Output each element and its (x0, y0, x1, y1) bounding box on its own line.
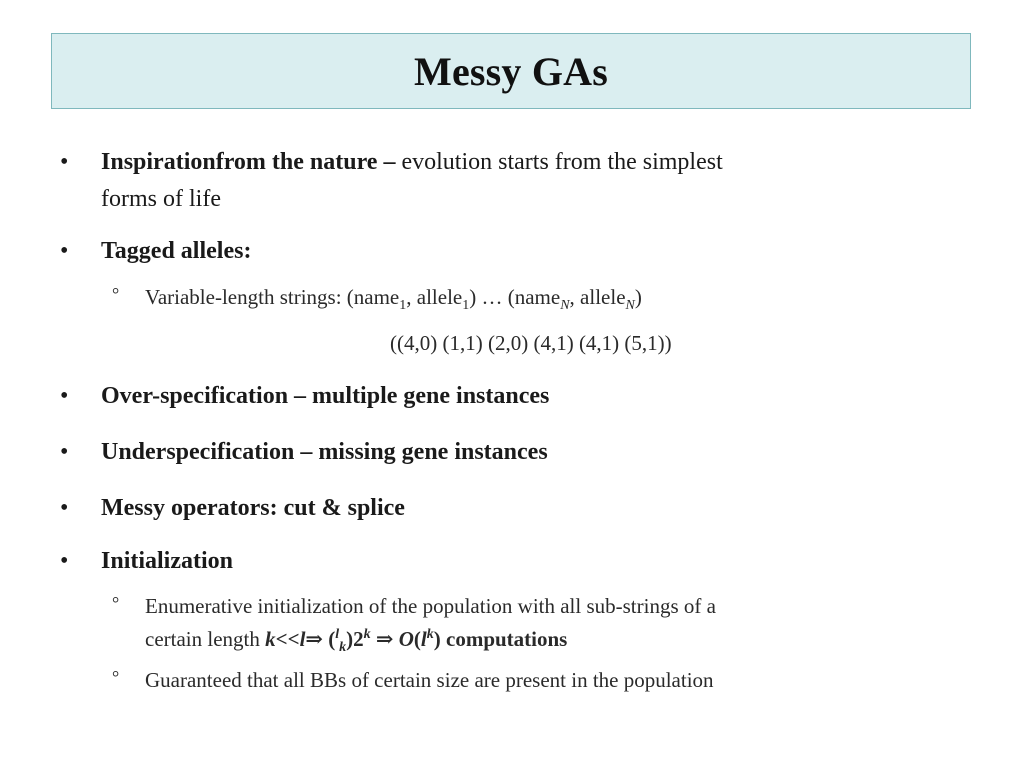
bullet-underspecification-text: Underspecification – missing gene instances (101, 439, 548, 465)
sub-bullet-ring: ° (112, 284, 120, 304)
sub-bullet-ring: ° (112, 593, 120, 613)
sub-bullet-enumerative-formula: certain length k<<l⇒ $(^l_k)2^k$ ⇒ $O(l^k)$ computations (145, 627, 568, 656)
bullet-dot: • (60, 439, 69, 465)
bullet-dot: • (60, 238, 69, 264)
sub-bullet-ring: ° (112, 667, 120, 687)
allele-example: ((4,0) (1,1) (2,0) (4,1) (4,1) (5,1)) (390, 331, 672, 355)
sub-bullet-enumerative-text: Enumerative initialization of the population with all sub-strings of a (145, 594, 716, 618)
bullet-inspiration-line2-text: forms of life (101, 186, 221, 212)
bullet-dot: • (60, 495, 69, 521)
sub-bullet-variable-length-text: Variable-length strings: (name$_1$, allele$_1$) … (name$_N$, allele$_N$) (145, 285, 642, 314)
bullet-inspiration-bold: Inspirationfrom the nature – (101, 149, 396, 175)
bullet-over-specification-text: Over-specification – multiple gene instances (101, 383, 550, 409)
slide-title: Messy GAs (413, 48, 608, 94)
bullet-initialization-text: Initialization (101, 548, 234, 574)
bullet-tagged-alleles-text: Tagged alleles: (101, 238, 252, 264)
sub-bullet-guaranteed-text: Guaranteed that all BBs of certain size are present in the population (145, 668, 714, 692)
bullet-dot: • (60, 383, 69, 409)
bullet-dot: • (60, 149, 69, 175)
bullet-dot: • (60, 548, 69, 574)
bullet-messy-operators-text: Messy operators: cut & splice (101, 495, 405, 521)
title-box (51, 33, 971, 109)
bullet-inspiration-rest: evolution starts from the simplest (395, 149, 723, 175)
